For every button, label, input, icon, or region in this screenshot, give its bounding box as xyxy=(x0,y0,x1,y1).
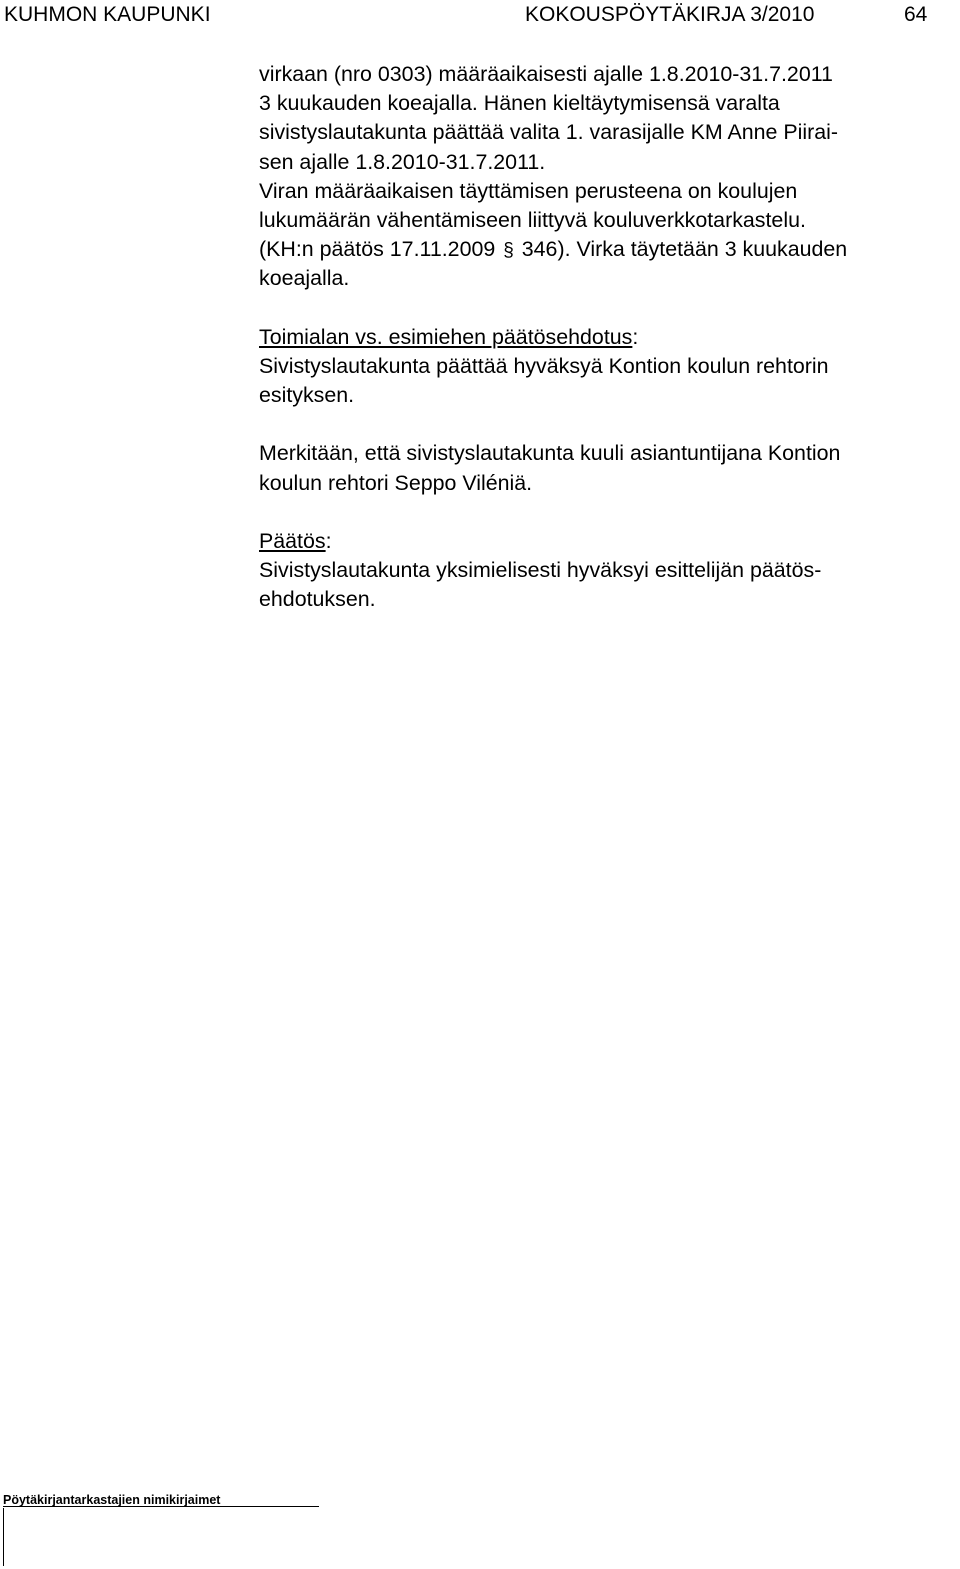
decision-label: Päätös xyxy=(259,529,326,553)
document-body xyxy=(259,60,959,615)
body-line: Viran määräaikaisen täyttämisen perusteena on koulujen xyxy=(259,178,798,203)
paragraph-gap xyxy=(259,498,959,527)
signature-box xyxy=(3,1492,319,1508)
body-line: koeajalla. xyxy=(259,266,350,291)
body-line: lukumäärän vähentämiseen liittyvä kouluverkkotarkastelu. xyxy=(259,207,806,232)
proposal-line: esityksen. xyxy=(259,383,355,408)
body-line: sen ajalle 1.8.2010-31.7.2011. xyxy=(259,149,546,174)
decision-colon: : xyxy=(325,529,332,553)
decision-heading xyxy=(259,527,959,556)
decision-line: ehdotuksen. xyxy=(259,587,376,612)
decision-reference-post: 346). Virka täytetään 3 kuukauden xyxy=(521,237,848,262)
proposal-heading xyxy=(259,323,959,352)
proposal-label: Toimialan vs. esimiehen päätösehdotus xyxy=(259,324,633,349)
note-line: Merkitään, että sivistyslautakunta kuuli asiantuntijana Kontion xyxy=(259,441,841,466)
proposal-line: Sivistyslautakunta päättää hyväksyä Kontion koulun rehtorin xyxy=(259,353,829,378)
decision-reference-line xyxy=(259,235,959,264)
signature-rule xyxy=(3,1506,319,1507)
paragraph-gap xyxy=(259,410,959,439)
body-line: 3 kuukauden koeajalla. Hänen kieltäytymisensä varalta xyxy=(259,91,780,116)
signature-box-edge xyxy=(3,1508,4,1566)
paragraph-gap xyxy=(259,294,959,323)
proposal-colon: : xyxy=(632,324,639,349)
signature-label: Pöytäkirjantarkastajien nimikirjaimet xyxy=(3,1493,221,1507)
note-line: koulun rehtori Seppo Viléniä. xyxy=(259,470,533,495)
document-title: KOKOUSPÖYTÄKIRJA 3/2010 xyxy=(525,3,815,26)
body-line: sivistyslautakunta päättää valita 1. varasijalle KM Anne Piirai- xyxy=(259,120,839,145)
body-line: virkaan (nro 0303) määräaikaisesti ajalle 1.8.2010-31.7.2011 xyxy=(259,62,833,86)
page-number: 64 xyxy=(904,3,928,26)
section-sign: § xyxy=(503,240,514,262)
decision-line: Sivistyslautakunta yksimielisesti hyväksyi esittelijän päätös- xyxy=(259,558,822,583)
organization-name: KUHMON KAUPUNKI xyxy=(4,3,211,26)
page-header xyxy=(0,0,960,30)
decision-reference-pre: (KH:n päätös 17.11.2009 xyxy=(259,237,496,262)
